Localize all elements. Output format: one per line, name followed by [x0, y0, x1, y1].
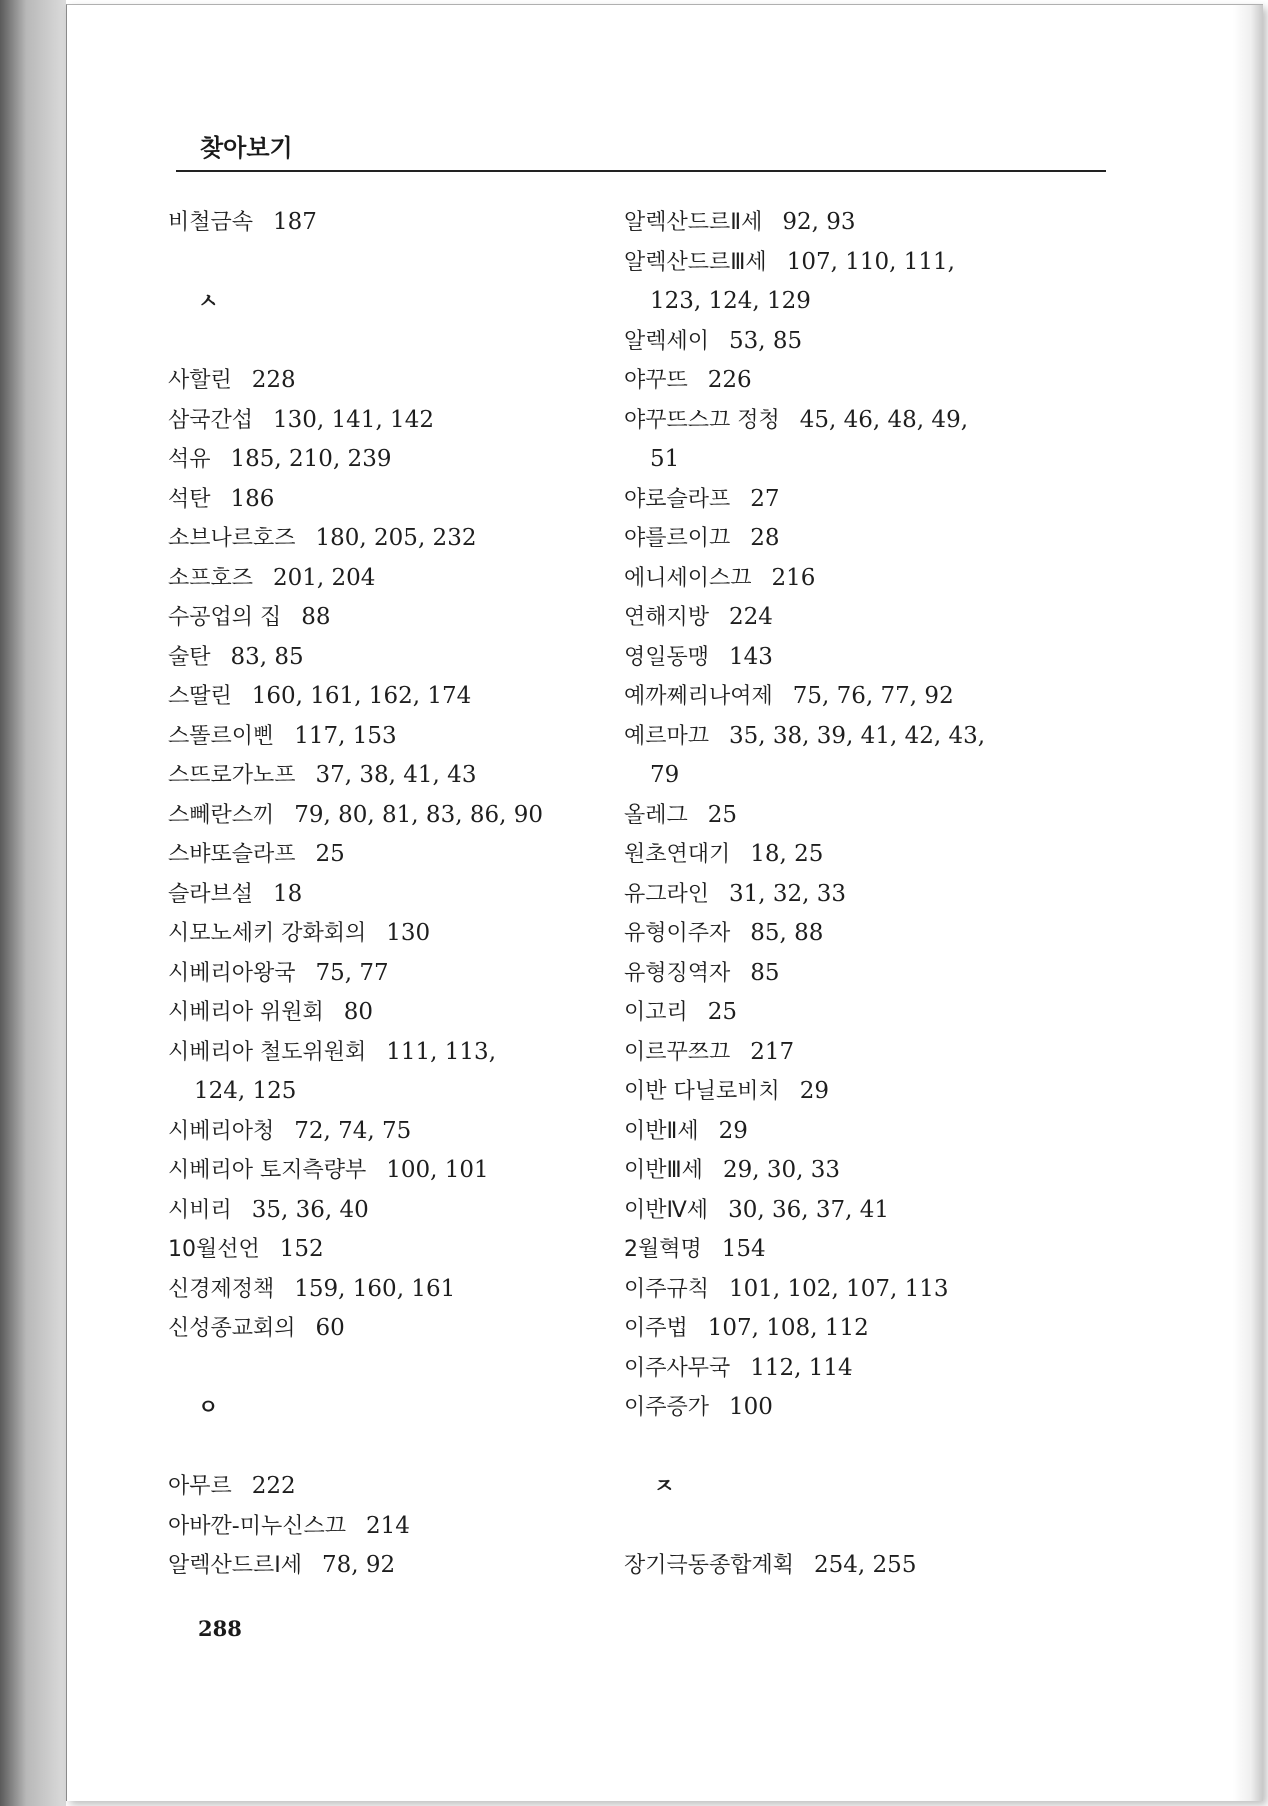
index-term: 이반Ⅱ세	[624, 1118, 699, 1144]
index-entry	[624, 322, 1094, 362]
index-entry	[168, 1507, 608, 1547]
index-pages-continued: 124, 125	[194, 1078, 297, 1104]
index-term: 사할린	[168, 368, 232, 393]
index-term: 알렉산드르Ⅰ세	[168, 1553, 303, 1578]
index-entry	[168, 717, 608, 757]
index-pages: 152	[279, 1236, 324, 1262]
index-entry	[168, 1151, 608, 1191]
index-entry	[168, 1191, 608, 1231]
index-term: 시베리아 토지측량부	[168, 1158, 367, 1183]
index-pages: 85, 88	[750, 920, 824, 946]
index-entry	[624, 954, 1094, 994]
index-term: 이르꾸쯔끄	[624, 1039, 731, 1065]
index-entry	[168, 677, 608, 717]
index-pages: 92, 93	[782, 209, 856, 235]
index-entry	[624, 993, 1094, 1033]
index-term: 야를르이끄	[624, 526, 731, 551]
page-edge-shadow	[1233, 5, 1263, 1801]
index-pages-continued: 51	[650, 446, 680, 472]
index-term: 아바깐-미누신스끄	[168, 1513, 346, 1539]
index-term: 영일동맹	[624, 644, 710, 670]
index-term: 신성종교회의	[168, 1316, 296, 1341]
index-entry	[168, 835, 608, 875]
index-term: 술탄	[168, 644, 211, 670]
index-entry	[168, 401, 608, 441]
index-entry	[168, 519, 608, 559]
index-entry	[168, 1230, 608, 1270]
index-pages: 117, 153	[294, 722, 397, 749]
index-term: 이주규칙	[624, 1276, 710, 1302]
index-pages: 25	[707, 999, 738, 1025]
section-gap	[168, 1428, 608, 1468]
index-pages: 214	[365, 1512, 410, 1539]
index-entry	[168, 440, 608, 480]
index-entry	[168, 1033, 608, 1073]
index-entry	[168, 203, 608, 243]
index-pages: 217	[750, 1038, 795, 1065]
index-term: 에니세이스끄	[624, 565, 752, 591]
index-term: 이반 다닐로비치	[624, 1079, 780, 1104]
index-pages: 224	[729, 604, 773, 630]
index-term: 야로슬라프	[624, 486, 731, 512]
index-pages: 143	[729, 643, 773, 670]
index-term: 10월선언	[168, 1237, 260, 1262]
index-entry	[624, 361, 1094, 401]
index-entry	[624, 1309, 1094, 1349]
index-term: 장기극동종합계획	[624, 1553, 795, 1578]
index-pages: 159, 160, 161	[294, 1275, 456, 1302]
index-term: 알렉산드르Ⅱ세	[624, 210, 763, 235]
index-term: 예까쩨리나여제	[624, 684, 773, 709]
section-gap	[168, 243, 608, 283]
index-term: 이고리	[624, 1000, 688, 1025]
index-term: 비철금속	[168, 210, 254, 235]
index-pages: 80	[343, 999, 374, 1025]
index-pages: 112, 114	[750, 1354, 853, 1381]
index-column-right	[624, 203, 1094, 1586]
index-entry	[624, 1349, 1094, 1389]
index-pages: 75, 77	[315, 959, 389, 986]
index-entry	[168, 875, 608, 915]
index-entry	[624, 203, 1094, 243]
section-gap	[168, 1349, 608, 1389]
index-entry	[624, 1072, 1094, 1112]
book-spine	[0, 0, 66, 1806]
index-pages: 78, 92	[322, 1552, 396, 1578]
index-term: 이주법	[624, 1316, 688, 1341]
index-pages: 83, 85	[230, 643, 304, 670]
index-pages: 25	[315, 841, 345, 867]
index-term: 올레그	[624, 802, 688, 828]
index-term: 수공업의 집	[168, 605, 282, 630]
index-pages: 130	[386, 920, 431, 946]
index-term: 아무르	[168, 1474, 232, 1499]
section-gap	[168, 322, 608, 362]
page-header-title: 찾아보기	[200, 134, 293, 162]
index-entry	[624, 875, 1094, 915]
index-term: 예르마끄	[624, 723, 710, 749]
index-pages: 18, 25	[750, 841, 824, 867]
section-gap	[624, 1507, 1094, 1547]
index-term: 야꾸뜨	[624, 368, 688, 393]
index-pages: 25	[707, 801, 738, 828]
index-term: 이반Ⅲ세	[624, 1158, 703, 1183]
header-rule	[176, 170, 1106, 172]
index-term: 이주증가	[624, 1395, 710, 1420]
index-pages: 60	[315, 1315, 345, 1341]
index-term: 알렉세이	[624, 328, 710, 354]
index-section-heading: ㅈ	[654, 1474, 675, 1498]
index-pages: 29	[718, 1117, 748, 1144]
index-entry	[624, 1033, 1094, 1073]
index-term: 스뱌또슬라프	[168, 842, 296, 867]
index-entry	[168, 796, 608, 836]
index-term: 원초연대기	[624, 842, 731, 867]
index-pages: 72, 74, 75	[294, 1117, 412, 1144]
index-term: 스뜨로가노프	[168, 763, 296, 788]
index-term: 시비리	[168, 1197, 232, 1223]
index-entry	[624, 914, 1094, 954]
index-pages: 228	[251, 367, 296, 393]
index-term: 소프호즈	[168, 565, 254, 591]
index-pages: 79, 80, 81, 83, 86, 90	[294, 801, 543, 828]
index-term: 소브나르호즈	[168, 526, 296, 551]
index-term: 시베리아 위원회	[168, 1000, 324, 1025]
index-entry	[624, 598, 1094, 638]
index-entry	[168, 1112, 608, 1152]
index-pages-continued: 123, 124, 129	[650, 288, 811, 314]
index-pages: 37, 38, 41, 43	[315, 762, 477, 788]
index-term: 야꾸뜨스끄 정청	[624, 407, 780, 433]
index-term: 시베리아왕국	[168, 960, 296, 986]
index-entry	[168, 1467, 608, 1507]
index-entry	[168, 954, 608, 994]
index-pages: 187	[273, 209, 317, 235]
index-term: 시베리아청	[168, 1118, 275, 1144]
index-entry	[624, 1230, 1094, 1270]
index-pages: 88	[301, 604, 331, 630]
index-pages: 18	[273, 880, 303, 907]
index-entry	[624, 1191, 1094, 1231]
index-pages: 30, 36, 37, 41	[728, 1196, 889, 1223]
index-pages: 216	[771, 564, 816, 591]
index-pages: 154	[721, 1236, 766, 1262]
index-entry	[624, 796, 1094, 836]
index-pages: 101, 102, 107, 113	[729, 1275, 949, 1302]
index-pages: 185, 210, 239	[230, 446, 392, 472]
index-pages: 28	[750, 525, 780, 551]
index-entry	[168, 361, 608, 401]
index-entry	[624, 1270, 1094, 1310]
index-pages: 100, 101	[386, 1157, 489, 1183]
index-term: 시모노세키 강화회의	[168, 921, 367, 946]
index-section-heading: ㅇ	[198, 1395, 219, 1419]
index-entry	[168, 756, 608, 796]
index-term: 이주사무국	[624, 1355, 731, 1381]
index-pages: 53, 85	[729, 327, 803, 354]
index-term: 석탄	[168, 486, 211, 512]
index-entry	[168, 1270, 608, 1310]
index-entry	[624, 717, 1094, 757]
index-pages: 107, 110, 111,	[786, 248, 955, 275]
index-pages: 180, 205, 232	[315, 525, 477, 551]
index-entry	[624, 519, 1094, 559]
index-pages: 75, 76, 77, 92	[792, 683, 954, 709]
index-pages: 201, 204	[273, 564, 376, 591]
index-entry	[624, 1546, 1094, 1586]
index-term: 이반Ⅳ세	[624, 1197, 709, 1223]
index-entry	[624, 480, 1094, 520]
index-entry	[168, 638, 608, 678]
index-pages: 130, 141, 142	[273, 406, 434, 433]
index-section-heading: ㅅ	[198, 289, 219, 313]
index-entry	[624, 677, 1094, 717]
index-term: 슬라브설	[168, 881, 254, 907]
index-pages-continued: 79	[650, 762, 680, 788]
index-entry	[168, 598, 608, 638]
index-entry	[624, 1388, 1094, 1428]
index-entry	[624, 638, 1094, 678]
index-entry	[168, 1546, 608, 1586]
index-term: 시베리아 철도위원회	[168, 1039, 367, 1065]
index-term: 유형이주자	[624, 921, 731, 946]
index-entry	[168, 480, 608, 520]
index-column-left	[168, 203, 608, 1586]
index-term: 스딸린	[168, 684, 232, 709]
index-pages: 186	[230, 485, 275, 512]
index-term: 알렉산드르Ⅲ세	[624, 249, 767, 275]
index-entry	[168, 914, 608, 954]
index-entry	[624, 835, 1094, 875]
index-entry	[168, 559, 608, 599]
index-term: 연해지방	[624, 605, 710, 630]
index-pages: 160, 161, 162, 174	[251, 683, 472, 709]
index-pages: 45, 46, 48, 49,	[799, 406, 969, 433]
index-pages: 100	[729, 1394, 773, 1420]
index-term: 스똘르이삔	[168, 723, 275, 749]
index-term: 2월혁명	[624, 1237, 702, 1262]
index-pages: 29	[799, 1078, 830, 1104]
index-pages: 29, 30, 33	[722, 1157, 840, 1183]
index-term: 석유	[168, 447, 211, 472]
section-gap	[624, 1428, 1094, 1468]
index-entry	[624, 1151, 1094, 1191]
index-entry	[624, 1112, 1094, 1152]
index-term: 유형징역자	[624, 960, 731, 986]
index-pages: 226	[707, 367, 752, 393]
index-pages: 85	[750, 959, 780, 986]
index-pages: 254, 255	[814, 1552, 917, 1578]
index-entry	[168, 1309, 608, 1349]
index-entry	[624, 243, 1094, 283]
index-entry	[168, 993, 608, 1033]
index-pages: 111, 113,	[386, 1038, 496, 1065]
index-term: 유그라인	[624, 881, 710, 907]
page-number: 288	[198, 1616, 242, 1641]
index-pages: 107, 108, 112	[707, 1315, 869, 1341]
index-term: 삼국간섭	[168, 407, 254, 433]
index-pages: 31, 32, 33	[729, 880, 847, 907]
index-term: 스뻬란스끼	[168, 802, 275, 828]
index-pages: 222	[251, 1473, 296, 1499]
index-pages: 27	[750, 485, 780, 512]
index-pages: 35, 36, 40	[251, 1196, 369, 1223]
index-term: 신경제정책	[168, 1276, 275, 1302]
index-entry	[624, 559, 1094, 599]
index-entry	[624, 401, 1094, 441]
index-pages: 35, 38, 39, 41, 42, 43,	[729, 722, 986, 749]
